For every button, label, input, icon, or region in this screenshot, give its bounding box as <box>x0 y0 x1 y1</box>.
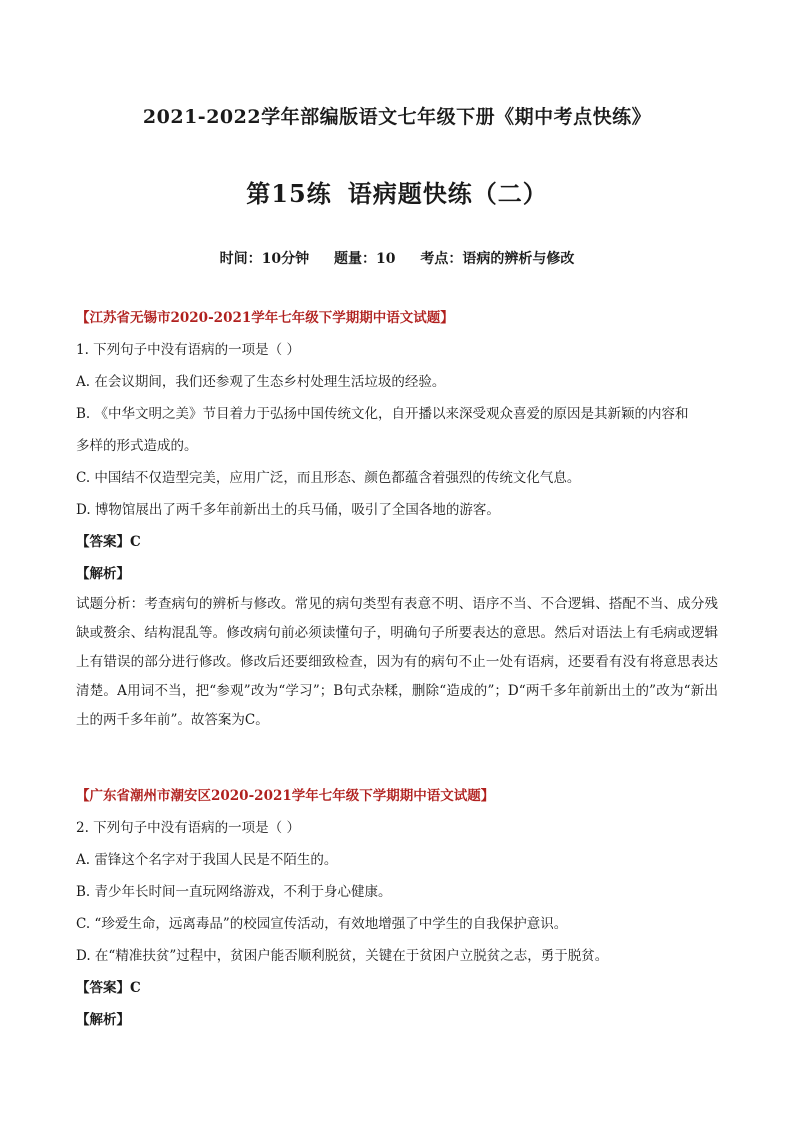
question-1 <box>76 302 718 735</box>
analysis-label: 【解析】 <box>76 1012 130 1028</box>
analysis-text: 试题分析：考查病句的辨析与修改。常见的病句类型有表意不明、语序不当、不合逻辑、搭配不当、成分残缺或赘余、结构混乱等。修改病句前必须读懂句子，明确句子所要表达的意思。然后对语法上有毛病或逻辑上有错误的部分进行修改。修改后还要细致检查，因为有的病句不止一处有语病，还要看有没有将意思表达清楚。A用词不当，把“参观”改为“学习”；B句式杂糅，删除“造成的”；D“两千多年前新出土的”改为“新出土的两千多年前”。故答案为C。 <box>76 596 718 728</box>
question-source: 【广东省潮州市潮安区2020-2021学年七年级下学期期中语文试题】 <box>76 788 495 804</box>
lesson-name: 语病题快练（二） <box>347 179 548 208</box>
answer: 【答案】C <box>76 534 141 550</box>
option-b: B. 青少年长时间一直玩网络游戏，不利于身心健康。 <box>76 884 392 900</box>
option-d: D. 博物馆展出了两千多年前新出土的兵马俑，吸引了全国各地的游客。 <box>76 502 500 518</box>
question-source: 【江苏省无锡市2020-2021学年七年级下学期期中语文试题】 <box>76 310 454 326</box>
question-2 <box>76 780 718 1036</box>
option-b-continued: 多样的形式造成的。 <box>76 438 198 454</box>
option-a: A. 雷锋这个名字对于我国人民是不陌生的。 <box>76 852 338 868</box>
lesson-number: 第15练 <box>246 179 332 208</box>
analysis-label: 【解析】 <box>76 566 130 582</box>
option-c: C. 中国结不仅造型完美，应用广泛，而且形态、颜色都蕴含着强烈的传统文化气息。 <box>76 470 581 486</box>
option-b: B. 《中华文明之美》节目着力于弘扬中国传统文化，自开播以来深受观众喜爱的原因是其新颖的内容和 <box>76 406 689 422</box>
count-info: 题量：10 <box>334 251 396 267</box>
lesson-subtitle <box>0 174 794 209</box>
topic-info: 考点：语病的辨析与修改 <box>420 251 575 267</box>
question-stem: 1. 下列句子中没有语病的一项是（ ） <box>76 342 300 358</box>
option-c: C. “珍爱生命，远离毒品”的校园宣传活动，有效地增强了中学生的自我保护意识。 <box>76 916 568 932</box>
exercise-meta <box>0 248 794 268</box>
document-title: 2021-2022学年部编版语文七年级下册《期中考点快练》 <box>142 106 652 128</box>
answer: 【答案】C <box>76 980 141 996</box>
question-stem: 2. 下列句子中没有语病的一项是（ ） <box>76 820 300 836</box>
option-d: D. 在“精准扶贫”过程中，贫困户能否顺利脱贫，关键在于贫困户立脱贫之志，勇于脱贫。 <box>76 948 609 964</box>
time-info: 时间：10分钟 <box>219 251 310 267</box>
option-a: A. 在会议期间，我们还参观了生态乡村处理生活垃圾的经验。 <box>76 374 446 390</box>
